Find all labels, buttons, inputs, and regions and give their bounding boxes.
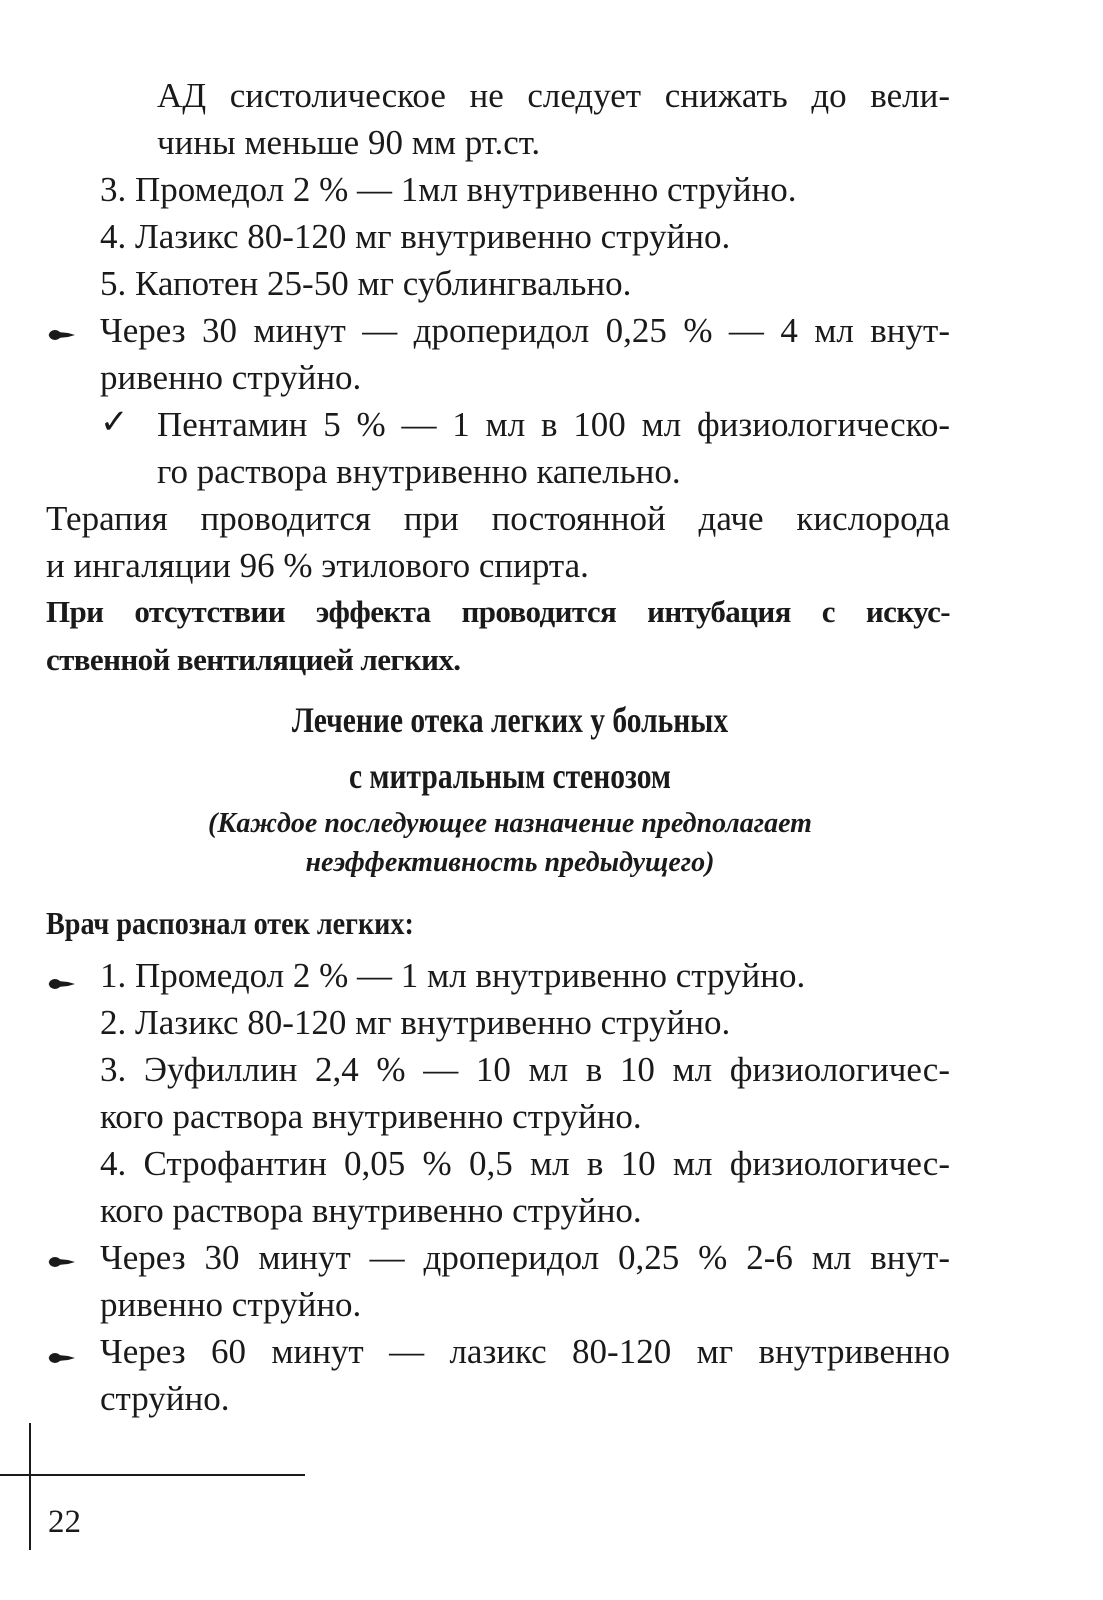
paragraph-line: Терапия проводится при постоянной даче кислорода [46,499,950,538]
text-line: струйно. [100,1379,230,1418]
text-line: кого раствора внутривенно струйно. [100,1097,642,1136]
text-line: ривенно струйно. [100,1285,362,1324]
footer-rule [0,1474,305,1476]
section-title: с митральным стенозом [348,756,672,796]
text-line: го раствора внутривенно капельно. [157,452,681,491]
section-note: неэффективность предыдущего) [305,847,715,878]
list-item: 3. Промедол 2 % — 1мл внутривенно струйно. [100,170,797,209]
pointing-hand-icon [46,1341,76,1371]
pointing-hand-icon [46,967,76,997]
checkmark-icon: ✓ [100,404,129,441]
text-line: Пентамин 5 % — 1 мл в 100 мл физиологическо- [157,405,950,444]
text-line: ривенно струйно. [100,358,362,397]
emphasis-line: ственной вентиляцией легких. [46,642,461,677]
pointing-hand-icon-shape [46,1255,76,1269]
pointing-hand-icon-shape [46,1351,76,1365]
pointing-hand-icon [46,1245,76,1275]
text-line: чины меньше 90 мм рт.ст. [157,123,541,162]
list-item: 4. Лазикс 80-120 мг внутривенно струйно. [100,217,731,256]
text-line: кого раствора внутривенно струйно. [100,1191,642,1230]
list-item: 3. Эуфиллин 2,4 % — 10 мл в 10 мл физиологичес- [100,1050,950,1089]
list-item: 1. Промедол 2 % — 1 мл внутривенно струйно. [100,956,806,995]
text-line: Через 30 минут — дроперидол 0,25 % — 4 мл внут- [100,311,950,350]
section-title: Лечение отека легких у больных [291,700,729,740]
crop-mark-vertical [29,1423,31,1550]
list-item: 2. Лазикс 80-120 мг внутривенно струйно. [100,1003,731,1042]
pointing-hand-icon-shape [46,328,76,342]
list-item: 4. Строфантин 0,05 % 0,5 мл в 10 мл физиологичес- [100,1144,950,1183]
paragraph-line: и ингаляции 96 % этилового спирта. [46,546,589,585]
list-item: 5. Капотен 25-50 мг сублингвально. [100,264,632,303]
pointing-hand-icon [46,318,76,348]
page-number: 22 [48,1504,81,1540]
text-line: АД систолическое не следует снижать до вели- [157,76,950,115]
subheading: Врач распознал отек легких: [46,905,414,941]
pointing-hand-icon-shape [46,977,76,991]
emphasis-line: При отсутствии эффекта проводится интубация с искус- [46,594,950,629]
text-line: Через 30 минут — дроперидол 0,25 % 2-6 мл внут- [100,1238,950,1277]
text-line: Через 60 минут — лазикс 80-120 мг внутривенно [100,1332,950,1371]
section-note: (Каждое последующее назначение предполагает [208,808,812,839]
